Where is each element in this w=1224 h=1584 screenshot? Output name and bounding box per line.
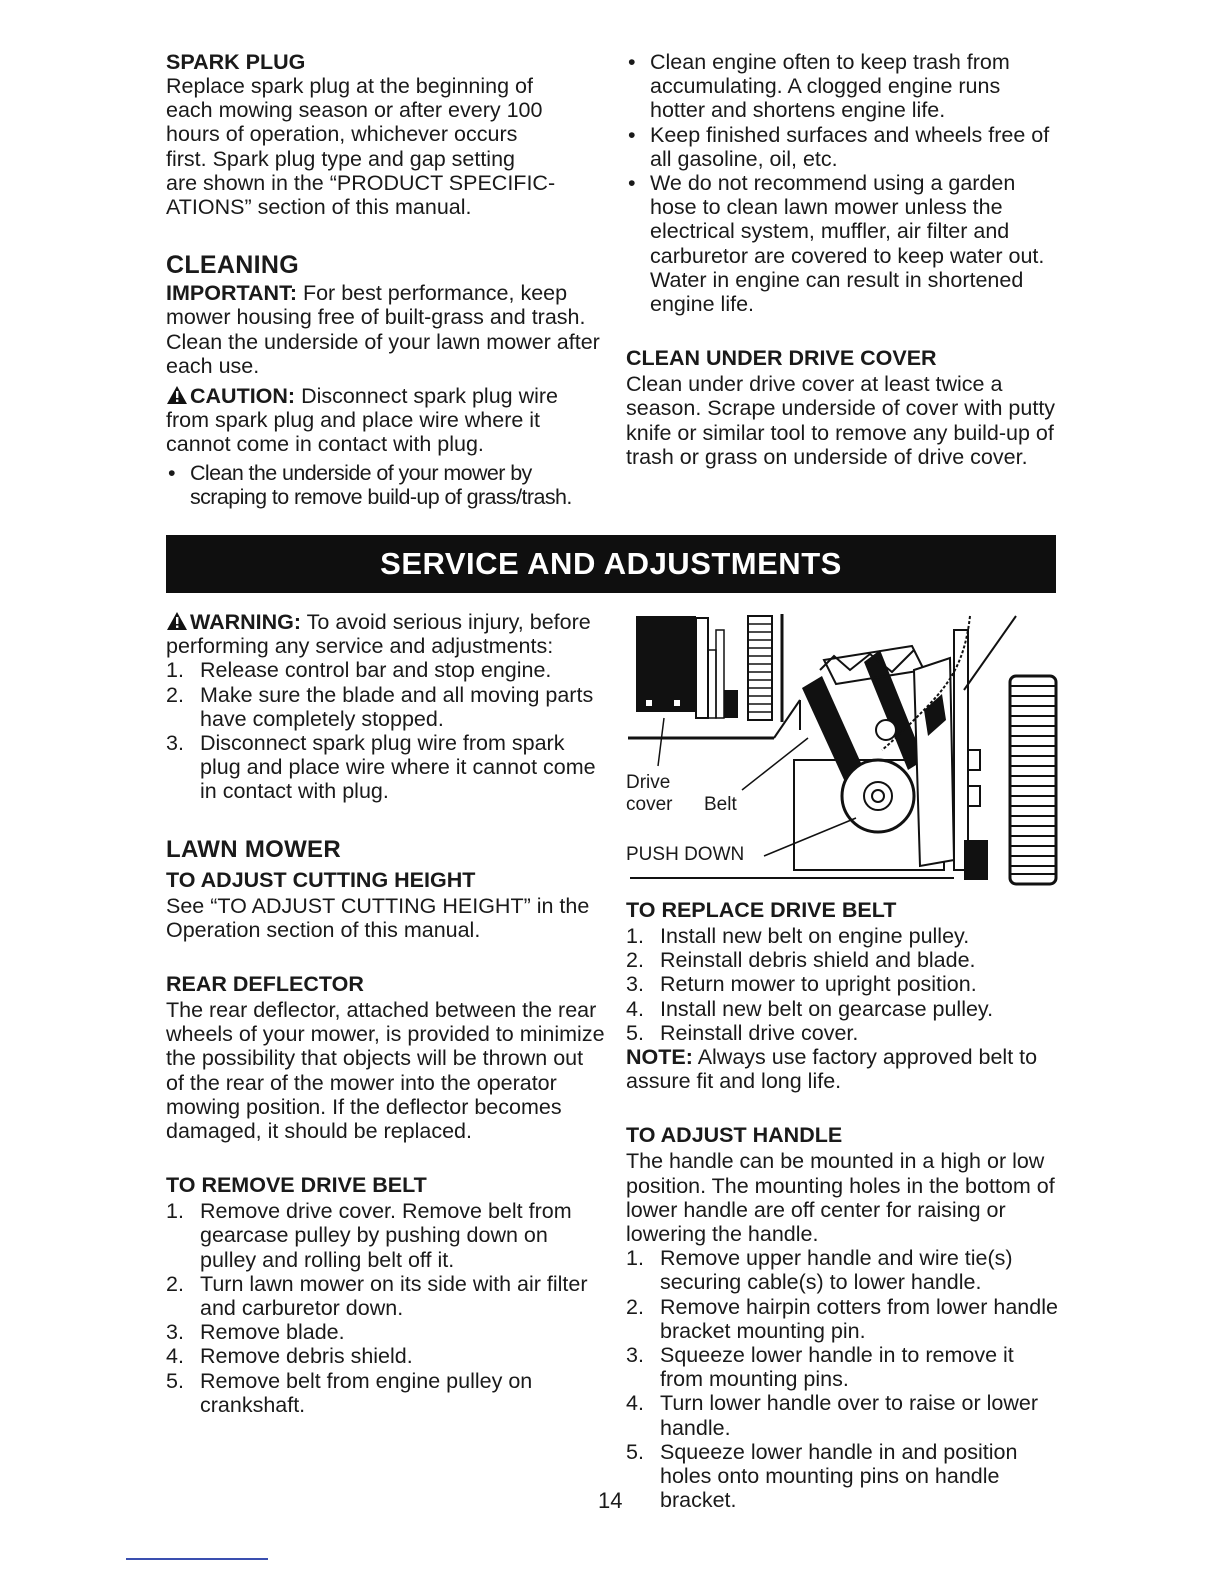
cleaning-heading: CLEANING [166,251,299,280]
footer-rule [126,1558,268,1560]
cleaning-bullets-right [626,50,1058,316]
right-column-bottom [626,898,1058,1512]
adjust-height-text: See “TO ADJUST CUTTING HEIGHT” in the Operation section of this manual. [166,893,590,942]
list-item: 4. Remove debris shield. [166,1344,606,1368]
left-column-bottom [166,610,606,1417]
list-item: 3. Remove blade. [166,1320,606,1344]
step-text: Install new belt on gearcase pulley. [660,996,994,1021]
spark-plug-heading: SPARK PLUG [166,50,306,74]
drive-belt-figure [624,610,1060,886]
list-item: 2. Reinstall debris shield and blade. [626,948,1058,972]
warning-intro: To avoid serious injury, before performing any service and adjustments: [166,610,591,659]
list-item: 4. Turn lower handle over to raise or lower handle. [626,1391,1058,1439]
warning-triangle-icon [166,611,188,631]
page-number: 14 [598,1488,623,1513]
remove-belt-steps [166,1199,606,1417]
step-text: Remove drive cover. Remove belt from gearcase pulley by pushing down on pulley and rolling belt off it. [200,1199,572,1272]
list-item: 2. Remove hairpin cotters from lower handle bracket mounting pin. [626,1294,1058,1343]
list-item: 5. Reinstall drive cover. [626,1021,1058,1045]
clean-under-drive-cover-heading: CLEAN UNDER DRIVE COVER [626,346,937,371]
adjust-height-heading: TO ADJUST CUTTING HEIGHT [166,867,476,892]
step-text: Return mower to upright position. [660,972,977,997]
list-item [626,50,1058,123]
bullet-text: We do not recommend using a garden hose to clean lawn mower unless the electrical system, muffler, air filter and carburetor are covered to keep water out. Water in engine can result in shortened engine life. [650,171,1045,317]
rear-deflector-heading: REAR DEFLECTOR [166,972,364,997]
spark-plug-line: first. Spark plug type and gap setting [166,146,515,171]
clean-under-drive-cover-text: Clean under drive cover at least twice a season. Scrape underside of cover with putty knife or similar tool to remove any build-up of trash or grass on underside of drive cover. [626,372,1056,469]
adjust-handle-heading: TO ADJUST HANDLE [626,1123,843,1148]
step-text: Remove hairpin cotters from lower handle bracket mounting pin. [660,1294,1058,1343]
right-column-top [626,50,1058,469]
spark-plug-line: ATIONS” section of this manual. [166,195,472,220]
bullet-icon: • [168,460,176,485]
list-item [626,171,1058,316]
bullet-icon: • [628,50,636,74]
list-item: 2. Make sure the blade and all moving parts have completely stopped. [166,683,606,731]
note-label: NOTE: [626,1045,693,1070]
warning-paragraph [166,610,606,658]
caution-text: Disconnect spark plug wire from spark plug and place wire where it cannot come in contact with plug. [166,384,559,457]
list-item: 5. Squeeze lower handle in and position holes onto mounting pins on handle bracket. [626,1440,1058,1513]
important-paragraph [166,281,606,378]
spark-plug-line: are shown in the “PRODUCT SPECIFIC- [166,170,556,195]
caution-label: CAUTION: [190,384,296,409]
cleaning-bullets-left [166,461,606,509]
bullet-icon: • [628,171,636,196]
step-text: Squeeze lower handle in and position holes onto mounting pins on handle bracket. [660,1439,1018,1513]
list-item: 1. Release control bar and stop engine. [166,658,606,682]
list-item [166,461,606,509]
spark-plug-text [166,74,606,219]
note-text: Always use factory approved belt to assure fit and long life. [626,1045,1038,1094]
step-text: Squeeze lower handle in to remove it from mounting pins. [660,1343,1014,1392]
step-text: Remove belt from engine pulley on crankshaft. [200,1368,533,1417]
replace-belt-steps [626,924,1058,1045]
spark-plug-line: hours of operation, whichever occurs [166,122,518,147]
figure-label-belt: Belt [704,794,737,815]
list-item: 2. Turn lawn mower on its side with air filter and carburetor down. [166,1272,606,1320]
lawn-mower-heading: LAWN MOWER [166,835,341,863]
bullet-text: Keep finished surfaces and wheels free of all gasoline, oil, etc. [650,122,1050,171]
note-paragraph [626,1045,1058,1093]
section-banner: SERVICE AND ADJUSTMENTS [166,535,1056,593]
left-column-top [166,50,606,509]
list-item: 1. Remove upper handle and wire tie(s) securing cable(s) to lower handle. [626,1246,1058,1294]
warning-label: WARNING: [190,610,302,634]
list-item: 3. Squeeze lower handle in to remove it from mounting pins. [626,1343,1058,1391]
bullet-text: Clean the underside of your mower by scraping to remove build-up of grass/trash. [190,460,572,509]
spark-plug-line: Replace spark plug at the beginning of [166,74,533,98]
list-item [626,123,1058,171]
list-item: 5. Remove belt from engine pulley on crankshaft. [166,1369,606,1417]
step-text: Reinstall drive cover. [660,1020,859,1045]
replace-belt-heading: TO REPLACE DRIVE BELT [626,898,897,922]
bullet-icon: • [628,122,636,147]
step-text: Install new belt on engine pulley. [660,924,970,948]
bullet-text: Clean engine often to keep trash from accumulating. A clogged engine runs hotter and shortens engine life. [650,50,1010,123]
adjust-handle-text: The handle can be mounted in a high or low position. The mounting holes in the bottom of lower handle are off center for raising or lowering the handle. [626,1149,1055,1247]
spark-plug-line: each mowing season or after every 100 [166,98,543,123]
step-text: Make sure the blade and all moving parts have completely stopped. [200,682,594,731]
list-item: 1. Remove drive cover. Remove belt from gearcase pulley by pushing down on pulley and rolling belt off it. [166,1199,606,1272]
adjust-handle-steps [626,1246,1058,1512]
rear-deflector-text: The rear deflector, attached between the rear wheels of your mower, is provided to minimize the possibility that objects will be thrown out of the rear of the mower into the operator mowing position. If the deflector becomes damaged, it should be replaced. [166,998,605,1144]
remove-belt-heading: TO REMOVE DRIVE BELT [166,1173,427,1198]
step-text: Reinstall debris shield and blade. [660,948,976,973]
step-text: Remove upper handle and wire tie(s) securing cable(s) to lower handle. [660,1246,1013,1295]
list-item: 3. Return mower to upright position. [626,972,1058,996]
step-text: Turn lower handle over to raise or lower handle. [660,1391,1039,1440]
list-item: 1. Install new belt on engine pulley. [626,924,1058,948]
figure-label-push-down: PUSH DOWN [626,844,745,865]
list-item: 4. Install new belt on gearcase pulley. [626,997,1058,1021]
important-text: For best performance, keep mower housing free of built-grass and trash. Clean the underside of your lawn mower after each use. [166,281,600,378]
step-text: Release control bar and stop engine. [200,658,552,683]
step-text: Remove debris shield. [200,1344,413,1369]
figure-label-drive: Drive [626,772,671,793]
important-label: IMPORTANT: [166,281,297,306]
caution-paragraph [166,384,606,457]
list-item: 3. Disconnect spark plug wire from spark plug and place wire where it cannot come in contact with plug. [166,731,606,804]
figure-label-cover: cover [626,794,673,815]
step-text: Disconnect spark plug wire from spark plug and place wire where it cannot come in contact with plug. [200,731,596,804]
step-text: Remove blade. [200,1320,345,1345]
warning-steps [166,658,606,803]
step-text: Turn lawn mower on its side with air filter and carburetor down. [200,1271,588,1321]
warning-triangle-icon [166,385,188,405]
